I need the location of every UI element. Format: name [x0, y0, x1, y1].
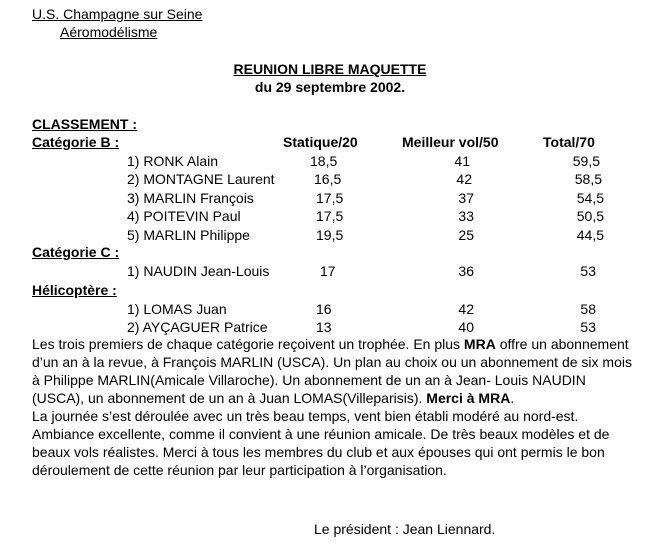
score-vol: 42	[456, 171, 472, 187]
column-header-total: Total/70	[543, 134, 595, 150]
ranking-name: 2) AYÇAGUER Patrice	[127, 319, 268, 335]
score-statique: 17,5	[316, 208, 344, 224]
ranking-name: 4) POITEVIN Paul	[127, 208, 241, 224]
score-statique: 16	[316, 301, 332, 317]
score-total: 53	[580, 319, 596, 335]
paragraph-text: Les trois premiers de chaque catégorie reçoivent un trophée. En plus	[32, 336, 464, 352]
score-total: 58	[580, 301, 596, 317]
ranking-name: 2) MONTAGNE Laurent	[127, 171, 275, 187]
score-total: 59,5	[572, 153, 600, 169]
merci-emphasis: Merci à MRA	[426, 390, 511, 406]
score-statique: 18,5	[310, 153, 338, 169]
category-label: Catégorie C :	[32, 244, 120, 260]
category-label: Hélicoptère :	[32, 282, 117, 298]
score-total: 50,5	[576, 208, 604, 224]
signature: Le président : Jean Liennard.	[314, 521, 496, 537]
ranking-name: 3) MARLIN François	[127, 190, 254, 206]
ranking-name: 1) RONK Alain	[127, 153, 219, 169]
page-title: REUNION LIBRE MAQUETTE	[233, 61, 427, 77]
category-label: Catégorie B :	[32, 134, 120, 150]
score-statique: 17,5	[316, 190, 344, 206]
column-header-statique: Statique/20	[283, 134, 358, 150]
score-vol: 42	[458, 301, 474, 317]
classement-label: CLASSEMENT :	[32, 116, 137, 132]
score-vol: 33	[458, 208, 474, 224]
paragraph-summary: La journée s’est déroulée avec un très beau temps, vent bien établi modéré au nord-est. Ambiance excellente, comme il convient à une réunion amicale. De très beaux modèles et de beaux vols réalistes. Merci à tous les membres du club et aux épouses qui ont permis le bon déroulement de cette réunion par leur participation à l’organisation.	[32, 408, 610, 478]
score-statique: 16,5	[314, 171, 342, 187]
score-vol: 25	[458, 227, 474, 243]
club-section: Aéromodélisme	[60, 24, 158, 40]
ranking-name: 1) NAUDIN Jean-Louis	[127, 263, 270, 279]
score-statique: 19,5	[316, 227, 344, 243]
body-text	[32, 335, 632, 479]
paragraph-text: offre un abonnement d’un an à la revue, à François MARLIN (USCA). Un plan au choix ou un abonnement de six mois à Philippe MARLIN(Amicale Villaroche). Un abonnement de un an à Jean- Louis NAUDIN (USCA), un abonnement de un an à Juan LOMAS(Villeparisis).	[32, 336, 632, 406]
ranking-name: 1) LOMAS Juan	[127, 301, 227, 317]
score-vol: 36	[458, 263, 474, 279]
score-total: 53	[580, 263, 596, 279]
score-total: 54,5	[576, 190, 604, 206]
score-statique: 13	[316, 319, 332, 335]
score-vol: 37	[458, 190, 474, 206]
score-total: 44,5	[576, 227, 604, 243]
club-name: U.S. Champagne sur Seine	[32, 6, 203, 22]
score-statique: 17	[320, 263, 336, 279]
column-header-vol: Meilleur vol/50	[402, 134, 499, 150]
ranking-name: 5) MARLIN Philippe	[127, 227, 250, 243]
score-vol: 41	[454, 153, 470, 169]
score-total: 58,5	[574, 171, 602, 187]
mra-emphasis: MRA	[463, 336, 496, 352]
score-vol: 40	[458, 319, 474, 335]
page-subtitle: du 29 septembre 2002.	[254, 79, 406, 95]
paragraph-text: .	[510, 390, 515, 406]
paragraph-prizes	[32, 335, 632, 407]
